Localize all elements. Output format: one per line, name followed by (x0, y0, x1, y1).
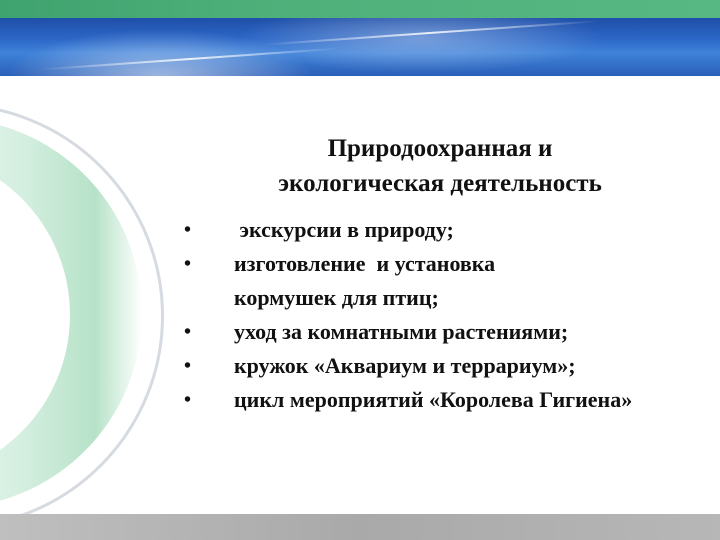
bullet-text: цикл мероприятий «Королева Гигиена» (234, 387, 633, 412)
bullet-dot: • (184, 321, 192, 343)
header-green-strip (0, 0, 720, 18)
slide-title (210, 131, 670, 201)
bullet-list (184, 213, 684, 417)
bullet-text: изготовление и установка кормушек для птиц; (234, 251, 501, 310)
slide-title-line-1: Природоохранная и (327, 135, 553, 162)
bullet-item-excursions (184, 213, 684, 247)
bullet-dot: • (184, 355, 192, 377)
bullet-dot: • (184, 219, 192, 241)
footer-grey-bar (0, 514, 720, 540)
bullet-item-hygiene-events (184, 383, 684, 417)
bullet-dot: • (184, 253, 192, 275)
slide-title-line-2: экологическая деятельность (278, 170, 602, 197)
bullet-item-houseplants (184, 315, 684, 349)
bullet-text: уход за комнатными растениями; (234, 319, 569, 344)
bullet-text: экскурсии в природу; (234, 217, 454, 242)
bullet-text: кружок «Аквариум и террариум»; (234, 353, 576, 378)
header-blue-banner (0, 18, 720, 76)
bullet-item-feeders (184, 247, 684, 315)
bullet-dot: • (184, 389, 192, 411)
bullet-item-aquarium-club (184, 349, 684, 383)
